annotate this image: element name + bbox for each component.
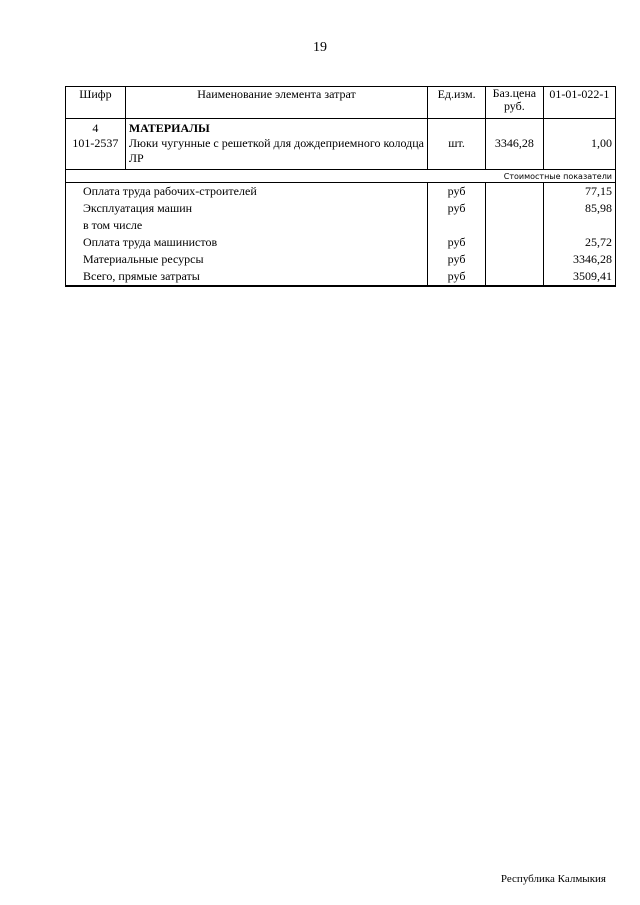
cost-unit: руб — [428, 251, 486, 268]
cost-name: Материальные ресурсы — [66, 251, 428, 268]
cost-name: Эксплуатация машин — [66, 200, 428, 217]
item-qty: 1,00 — [543, 119, 615, 170]
cost-value — [543, 217, 615, 234]
table-row — [66, 119, 616, 170]
cost-unit: руб — [428, 268, 486, 286]
cost-table — [65, 86, 616, 287]
item-name-cell — [125, 119, 427, 170]
item-code: 101-2537 — [72, 136, 119, 150]
table-row — [66, 234, 616, 251]
cost-unit: руб — [428, 183, 486, 201]
page-number: 19 — [313, 40, 327, 55]
cost-unit: руб — [428, 234, 486, 251]
cost-empty — [485, 183, 543, 201]
cost-value: 3346,28 — [543, 251, 615, 268]
header-price-line1: Баз.цена — [492, 86, 537, 100]
cost-empty — [485, 268, 543, 286]
indicators-label: Стоимостные показатели — [66, 170, 616, 183]
cost-name: Всего, прямые затраты — [66, 268, 428, 286]
cost-value: 85,98 — [543, 200, 615, 217]
cost-unit — [428, 217, 486, 234]
cost-empty — [485, 200, 543, 217]
header-rate-code: 01-01-022-1 — [543, 87, 615, 119]
cost-name: Оплата труда машинистов — [66, 234, 428, 251]
header-code: Шифр — [66, 87, 126, 119]
item-description: Люки чугунные с решеткой для дождеприемного колодца ЛР — [128, 136, 425, 165]
header-unit: Ед.изм. — [428, 87, 486, 119]
header-name: Наименование элемента затрат — [125, 87, 427, 119]
cost-value: 3509,41 — [543, 268, 615, 286]
cost-name: Оплата труда рабочих-строителей — [66, 183, 428, 201]
cost-unit: руб — [428, 200, 486, 217]
table-row — [66, 200, 616, 217]
cost-value: 25,72 — [543, 234, 615, 251]
table-header-row — [66, 87, 616, 119]
table-row — [66, 217, 616, 234]
section-title: МАТЕРИАЛЫ — [128, 121, 210, 135]
cost-empty — [485, 234, 543, 251]
cost-empty — [485, 251, 543, 268]
cost-name: в том числе — [66, 217, 428, 234]
item-unit: шт. — [428, 119, 486, 170]
item-number: 4 — [92, 121, 99, 135]
item-price: 3346,28 — [485, 119, 543, 170]
cost-empty — [485, 217, 543, 234]
cost-value: 77,15 — [543, 183, 615, 201]
indicators-row — [66, 170, 616, 183]
table-row — [66, 183, 616, 201]
table-row — [66, 251, 616, 268]
header-price — [485, 87, 543, 119]
item-code-cell — [66, 119, 126, 170]
footer-region: Республика Калмыкия — [500, 873, 606, 885]
header-price-line2: руб. — [503, 99, 525, 113]
table-row — [66, 268, 616, 286]
